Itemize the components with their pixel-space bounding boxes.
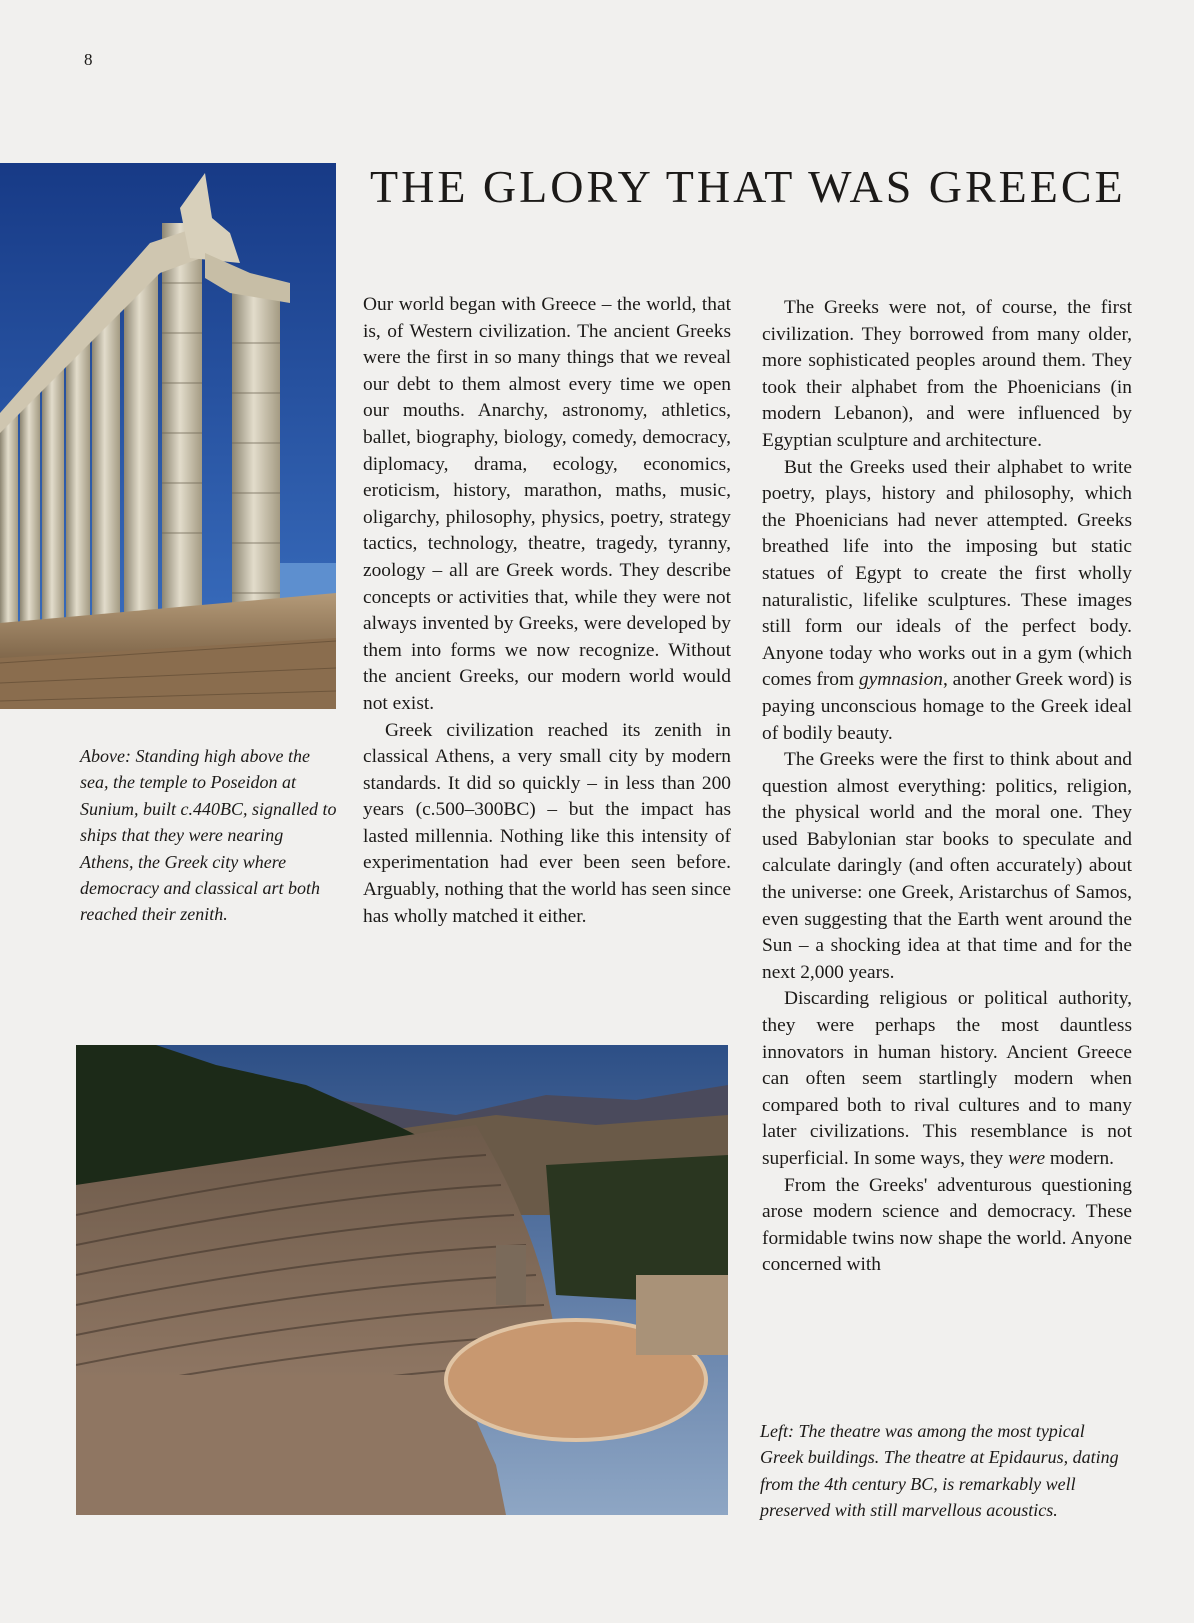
text-run: Discarding religious or political authority, they were perhaps the most dauntless innovators in human history. Ancient Greece can often seem startlingly modern when compared both to rival cultures and to many later civilizations. This resemblance is not superficial. In some ways, they — [762, 988, 1132, 1169]
article-paragraph: Greek civilization reached its zenith in classical Athens, a very small city by modern standards. It did so quickly – in less than 200 years (c.500–300BC) – but the impact has lasted millennia. Nothing like this intensity of experimentation had ever been seen before. Arguably, nothing that the world has seen since has wholly matched it either. — [363, 719, 731, 927]
page-number: 8 — [84, 50, 93, 69]
text-run: But the Greeks used their alphabet to write poetry, plays, history and philosophy, which the Phoenicians had never attempted. Greeks breathed life into the imposing but static statues of Egypt to create the first wholly naturalistic, lifelike sculptures. These images still form our ideals of the perfect body. Anyone today who works out in a gym (which comes from — [762, 456, 1132, 691]
article-column-right — [762, 295, 1132, 1279]
temple-caption: Above: Standing high above the sea, the temple to Poseidon at Sunium, built c.440BC, signalled to ships that they were nearing Athens, the Greek city where democracy and classical art both reached their zenith. — [80, 746, 337, 925]
article-paragraph — [762, 986, 1132, 1172]
page-title: THE GLORY THAT WAS GREECE — [370, 161, 1126, 212]
article-paragraph: The Greeks were the first to think about and question almost everything: politics, religion, the physical world and the moral one. They used Babylonian star books to speculate and calculate daringly (and often accurately) about the universe: one Greek, Aristarchus of Samos, even suggesting that the Earth went around the Sun – a shocking idea at that time and for the next 2,000 years. — [762, 749, 1132, 983]
theatre-caption: Left: The theatre was among the most typical Greek buildings. The theatre at Epidaurus, dating from the 4th century BC, is remarkably well preserved with still marvellous acoustics. — [760, 1421, 1119, 1521]
epidaurus-theatre-photo — [76, 1045, 728, 1515]
emphasis-word: were — [1008, 1148, 1046, 1169]
article-column-middle — [363, 292, 731, 930]
article-paragraph: The Greeks were not, of course, the first civilization. They borrowed from many older, more sophisticated peoples around them. They took their alphabet from the Phoenicians (in modern Lebanon), and were influenced by Egyptian sculpture and architecture. — [762, 297, 1132, 451]
temple-of-poseidon-photo — [0, 163, 336, 709]
article-paragraph: Our world began with Greece – the world, that is, of Western civilization. The ancient Greeks were the first in so many things that we reveal our debt to them almost every time we open our mouths. Anarchy, astronomy, athletics, ballet, biography, biology, comedy, democracy, diplomacy, drama, ecology, economics, eroticism, history, marathon, maths, music, oligarchy, philosophy, physics, poetry, strategy tactics, technology, theatre, tragedy, tyranny, zoology – all are Greek words. They describe concepts or activities that, while they were not always invented by Greeks, were developed by them into forms we now recognize. Without the ancient Greeks, our modern world would not exist. — [363, 294, 731, 714]
article-paragraph — [762, 455, 1132, 748]
text-run: , another Greek word) is paying unconscious homage to the Greek ideal of bodily beauty. — [762, 669, 1132, 744]
article-paragraph: From the Greeks' adventurous questioning arose modern science and democracy. These formidable twins now shape the world. Anyone concerned with — [762, 1174, 1132, 1276]
text-run: modern. — [1045, 1148, 1115, 1169]
emphasis-word: gymnasion — [858, 669, 943, 691]
